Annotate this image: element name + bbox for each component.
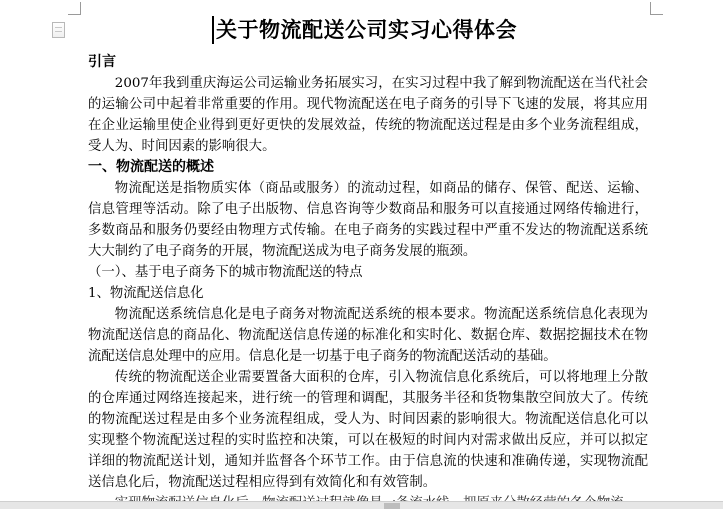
item-heading-informatization: 1、物流配送信息化 xyxy=(88,286,204,301)
page-corner-mark-top-left xyxy=(68,2,81,15)
document-title[interactable]: 关于物流配送公司实习心得体会 xyxy=(216,17,517,42)
intro-heading: 引言 xyxy=(88,54,116,70)
horizontal-scrollbar[interactable] xyxy=(0,501,723,509)
overview-paragraph: 物流配送是指物质实体（商品或服务）的流动过程，如商品的储存、保管、配送、运输、信息管理等活动。除了电子出版物、信息咨询等少数商品和服务可以直接通过网络传输进行，多数商品和服务仍要经由物理方式传输。在电子商务的实践过程中严重不发达的物流配送系统大大制约了电子商务的开展，物流配送成为电子商务发展的瓶颈。 xyxy=(88,181,648,259)
scrollbar-thumb[interactable] xyxy=(384,503,400,509)
document-body[interactable] xyxy=(88,52,648,509)
informatization-paragraph-1: 物流配送系统信息化是电子商务对物流配送系统的根本要求。物流配送系统信息化表现为物流配送信息的商品化、物流配送信息传递的标准化和实时化、数据仓库、数据挖掘技术在物流配送信息处理中的应用。信息化是一切基于电子商务的物流配送活动的基础。 xyxy=(88,307,648,364)
informatization-paragraph-2: 传统的物流配送企业需要置备大面积的仓库，引入物流信息化系统后，可以将地理上分散的仓库通过网络连接起来，进行统一的管理和调配，其服务半径和货物集散空间放大了。传统的物流配送过程是由多个业务流程组成，受人为、时间因素的影响很大。物流配送信息化可以实现整个物流配送过程的实时监控和决策，可以在极短的时间内对需求做出反应，并可以拟定详细的物流配送计划，通知并监督各个环节工作。由于信息流的快速和准确传递，实现物流配送信息化后，物流配送过程相应得到有效简化和有效管制。 xyxy=(88,370,648,490)
text-cursor xyxy=(212,16,214,44)
subsection-heading: （一）、基于电子商务下的城市物流配送的特点 xyxy=(88,265,363,280)
page-corner-mark-top-right xyxy=(650,2,663,15)
section-heading-overview: 一、物流配送的概述 xyxy=(88,159,214,175)
intro-paragraph: 2007年我到重庆海运公司运输业务拓展实习，在实习过程中我了解到物流配送在当代社会的运输公司中起着非常重要的作用。现代物流配送在电子商务的引导下飞速的发展，将其应用在企业运输里使企业得到更好更快的发展效益，传统的物流配送过程是由多个业务流程组成，受人为、时间因素的影响很大。 xyxy=(88,76,648,154)
document-icon xyxy=(52,22,65,38)
